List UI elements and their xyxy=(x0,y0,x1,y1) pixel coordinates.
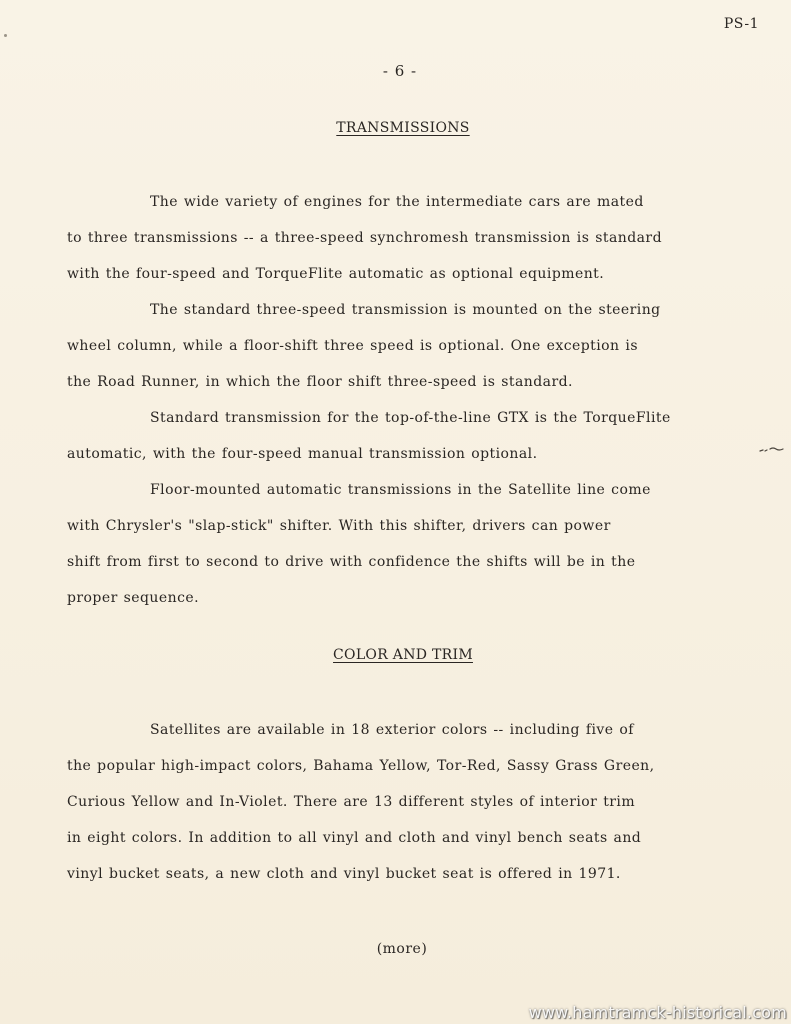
text-line: wheel column, while a floor-shift three speed is optional. One exception is xyxy=(67,338,638,354)
text-line: The wide variety of engines for the intermediate cars are mated xyxy=(150,194,644,210)
text-line: vinyl bucket seats, a new cloth and vinyl bucket seat is offered in 1971. xyxy=(67,866,621,882)
text-line: with the four-speed and TorqueFlite automatic as optional equipment. xyxy=(67,266,605,282)
text-line: shift from first to second to drive with confidence the shifts will be in the xyxy=(67,554,636,570)
text-line: proper sequence. xyxy=(67,590,199,606)
continued-marker: (more) xyxy=(376,941,428,957)
text-line: with Chrysler's "slap-stick" shifter. With this shifter, drivers can power xyxy=(67,518,611,534)
text-line: to three transmissions -- a three-speed synchromesh transmission is standard xyxy=(67,230,662,246)
paper-speck xyxy=(4,34,7,37)
section-heading-transmissions: TRANSMISSIONS xyxy=(336,120,470,136)
text-line: the Road Runner, in which the floor shift three-speed is standard. xyxy=(67,374,573,390)
section-heading-color-and-trim: COLOR AND TRIM xyxy=(333,647,473,663)
watermark: www.hamtramck-historical.com xyxy=(528,1003,787,1022)
text-line: The standard three-speed transmission is mounted on the steering xyxy=(150,302,661,318)
transmissions-text xyxy=(67,193,717,625)
text-line: in eight colors. In addition to all vinyl and cloth and vinyl bench seats and xyxy=(67,830,642,846)
page-number: - 6 - xyxy=(382,62,418,80)
text-line: Floor-mounted automatic transmissions in the Satellite line come xyxy=(150,482,651,498)
text-line: the popular high-impact colors, Bahama Yellow, Tor-Red, Sassy Grass Green, xyxy=(67,758,655,774)
document-id: PS-1 xyxy=(723,16,759,32)
pencil-mark-icon xyxy=(759,446,785,454)
text-line: Curious Yellow and In-Violet. There are 13 different styles of interior trim xyxy=(67,794,636,810)
text-line: automatic, with the four-speed manual transmission optional. xyxy=(67,446,538,462)
text-line: Satellites are available in 18 exterior colors -- including five of xyxy=(150,722,634,738)
color-and-trim-text xyxy=(67,721,717,901)
text-line: Standard transmission for the top-of-the-line GTX is the TorqueFlite xyxy=(150,410,671,426)
